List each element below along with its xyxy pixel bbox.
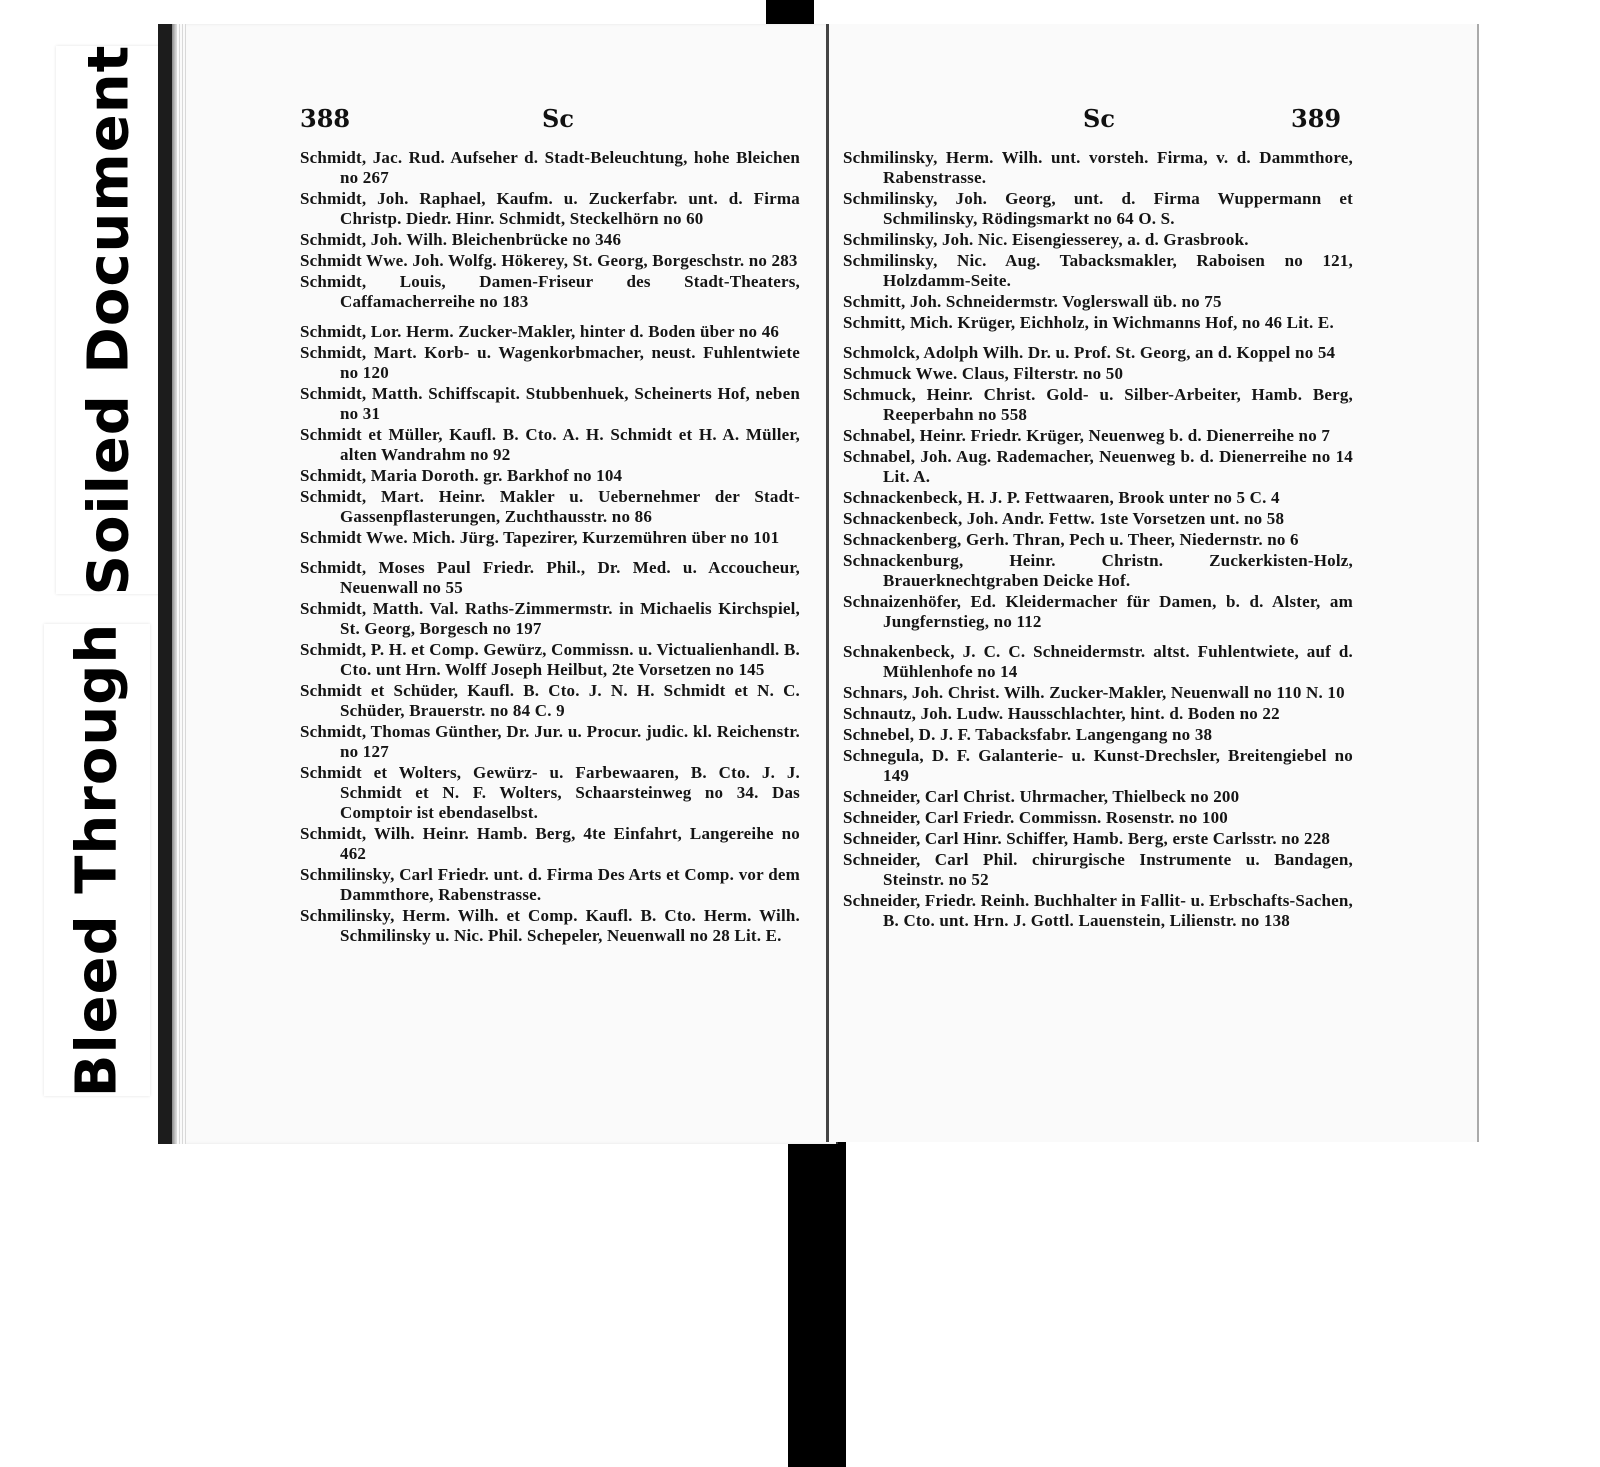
soiled-document-tab	[56, 46, 162, 594]
directory-entry: Schnackenbeck, Joh. Andr. Fettw. 1ste Vorsetzen unt. no 58	[843, 509, 1285, 528]
directory-entry: Schmidt, Moses Paul Friedr. Phil., Dr. Med. u. Accoucheur, Neuenwall no 55	[300, 558, 800, 597]
directory-entry: Schmitt, Joh. Schneidermstr. Voglerswall üb. no 75	[843, 292, 1222, 311]
directory-entry: Schneider, Carl Christ. Uhrmacher, Thielbeck no 200	[843, 787, 1240, 806]
directory-entry: Schneider, Carl Friedr. Commissn. Rosenstr. no 100	[843, 808, 1228, 827]
soiled-document-label: Soiled Document	[76, 44, 142, 596]
directory-entry: Schmidt, Matth. Val. Raths-Zimmermstr. in Michaelis Kirchspiel, St. Georg, Borgesch no 197	[300, 599, 800, 638]
directory-entry: Schmidt, Wilh. Heinr. Hamb. Berg, 4te Einfahrt, Langereihe no 462	[300, 824, 800, 863]
left-page-number: 388	[300, 104, 351, 133]
directory-entry: Schmidt, Louis, Damen-Friseur des Stadt-Theaters, Caffamacherreihe no 183	[300, 272, 800, 311]
directory-entry: Schneider, Carl Hinr. Schiffer, Hamb. Berg, erste Carlsstr. no 228	[843, 829, 1331, 848]
left-page	[158, 24, 838, 1144]
bleed-through-label: Bleed Through	[64, 622, 130, 1098]
directory-entry: Schmidt et Schüder, Kaufl. B. Cto. J. N. H. Schmidt et N. C. Schüder, Brauerstr. no 84 C. 9	[300, 681, 800, 720]
directory-entry: Schnautz, Joh. Ludw. Hausschlachter, hint. d. Boden no 22	[843, 704, 1280, 723]
right-page-number: 389	[1291, 104, 1342, 133]
left-entries	[300, 148, 800, 947]
directory-entry: Schmidt, Joh. Wilh. Bleichenbrücke no 346	[300, 230, 622, 249]
directory-entry: Schmidt Wwe. Mich. Jürg. Tapezirer, Kurzemühren über no 101	[300, 528, 780, 547]
directory-entry: Schmolck, Adolph Wilh. Dr. u. Prof. St. Georg, an d. Koppel no 54	[843, 343, 1336, 362]
directory-entry: Schmidt, Joh. Raphael, Kaufm. u. Zuckerfabr. unt. d. Firma Christp. Diedr. Hinr. Schmidt, Steckelhörn no 60	[300, 189, 800, 228]
directory-entry: Schmidt et Wolters, Gewürz- u. Farbewaaren, B. Cto. J. J. Schmidt et N. F. Wolters, Schaarsteinweg no 34. Das Comptoir ist ebendaselbst.	[300, 763, 800, 822]
directory-entry: Schmidt, Lor. Herm. Zucker-Makler, hinter d. Boden über no 46	[300, 322, 780, 341]
directory-entry: Schnakenbeck, J. C. C. Schneidermstr. altst. Fuhlentwiete, auf d. Mühlenhofe no 14	[843, 642, 1353, 681]
directory-entry: Schnebel, D. J. F. Tabacksfabr. Langengang no 38	[843, 725, 1213, 744]
directory-entry: Schmidt, Maria Doroth. gr. Barkhof no 104	[300, 466, 623, 485]
directory-entry: Schmilinsky, Joh. Georg, unt. d. Firma Wuppermann et Schmilinsky, Rödingsmarkt no 64 O. S.	[843, 189, 1353, 228]
directory-entry: Schnegula, D. F. Galanterie- u. Kunst-Drechsler, Breitengiebel no 149	[843, 746, 1353, 785]
directory-entry: Schmilinsky, Herm. Wilh. unt. vorsteh. Firma, v. d. Dammthore, Rabenstrasse.	[843, 148, 1353, 187]
directory-entry: Schmitt, Mich. Krüger, Eichholz, in Wichmanns Hof, no 46 Lit. E.	[843, 313, 1334, 332]
directory-entry: Schnackenberg, Gerh. Thran, Pech u. Theer, Niedernstr. no 6	[843, 530, 1299, 549]
directory-entry: Schneider, Friedr. Reinh. Buchhalter in Fallit- u. Erbschafts-Sachen, B. Cto. unt. Hrn. J. Gottl. Lauenstein, Lilienstr. no 138	[843, 891, 1353, 930]
directory-entry: Schmidt, Thomas Günther, Dr. Jur. u. Procur. judic. kl. Reichenstr. no 127	[300, 722, 800, 761]
directory-entry: Schnackenburg, Heinr. Christn. Zuckerkisten-Holz, Brauerknechtgraben Deicke Hof.	[843, 551, 1353, 590]
directory-entry: Schmidt, Jac. Rud. Aufseher d. Stadt-Beleuchtung, hohe Bleichen no 267	[300, 148, 800, 187]
right-page	[826, 24, 1479, 1142]
directory-entry: Schnaizenhöfer, Ed. Kleidermacher für Damen, b. d. Alster, am Jungfernstieg, no 112	[843, 592, 1353, 631]
bookmark-ribbon-bottom	[788, 1140, 846, 1467]
directory-entry: Schmilinsky, Carl Friedr. unt. d. Firma Des Arts et Comp. vor dem Dammthore, Rabenstrasse.	[300, 865, 800, 904]
directory-entry: Schmidt, P. H. et Comp. Gewürz, Commissn. u. Victualienhandl. B. Cto. unt Hrn. Wolff Joseph Heilbut, 2te Vorsetzen no 145	[300, 640, 800, 679]
directory-entry: Schmuck Wwe. Claus, Filterstr. no 50	[843, 364, 1124, 383]
directory-entry: Schmidt Wwe. Joh. Wolfg. Hökerey, St. Georg, Borgeschstr. no 283	[300, 251, 798, 270]
bleed-through-tab	[44, 624, 150, 1096]
directory-entry: Schmilinsky, Herm. Wilh. et Comp. Kaufl. B. Cto. Herm. Wilh. Schmilinsky u. Nic. Phil. Schepeler, Neuenwall no 28 Lit. E.	[300, 906, 800, 945]
directory-entry: Schneider, Carl Phil. chirurgische Instrumente u. Bandagen, Steinstr. no 52	[843, 850, 1353, 889]
directory-entry: Schmuck, Heinr. Christ. Gold- u. Silber-Arbeiter, Hamb. Berg, Reeperbahn no 558	[843, 385, 1353, 424]
directory-entry: Schmidt et Müller, Kaufl. B. Cto. A. H. Schmidt et H. A. Müller, alten Wandrahm no 92	[300, 425, 800, 464]
directory-entry: Schnackenbeck, H. J. P. Fettwaaren, Brook unter no 5 C. 4	[843, 488, 1280, 507]
directory-entry: Schmidt, Matth. Schiffscapit. Stubbenhuek, Scheinerts Hof, neben no 31	[300, 384, 800, 423]
right-page-header: Sc	[1083, 104, 1115, 133]
directory-entry: Schnabel, Heinr. Friedr. Krüger, Neuenweg b. d. Dienerreihe no 7	[843, 426, 1331, 445]
left-page-header: Sc	[542, 104, 574, 133]
directory-entry: Schmidt, Mart. Heinr. Makler u. Uebernehmer der Stadt-Gassenpflasterungen, Zuchthausstr. no 86	[300, 487, 800, 526]
directory-entry: Schnabel, Joh. Aug. Rademacher, Neuenweg b. d. Dienerreihe no 14 Lit. A.	[843, 447, 1353, 486]
directory-entry: Schmidt, Mart. Korb- u. Wagenkorbmacher, neust. Fuhlentwiete no 120	[300, 343, 800, 382]
directory-entry: Schmilinsky, Nic. Aug. Tabacksmakler, Raboisen no 121, Holzdamm-Seite.	[843, 251, 1353, 290]
directory-entry: Schmilinsky, Joh. Nic. Eisengiesserey, a. d. Grasbrook.	[843, 230, 1249, 249]
directory-entry: Schnars, Joh. Christ. Wilh. Zucker-Makler, Neuenwall no 110 N. 10	[843, 683, 1345, 702]
right-entries	[843, 148, 1353, 932]
